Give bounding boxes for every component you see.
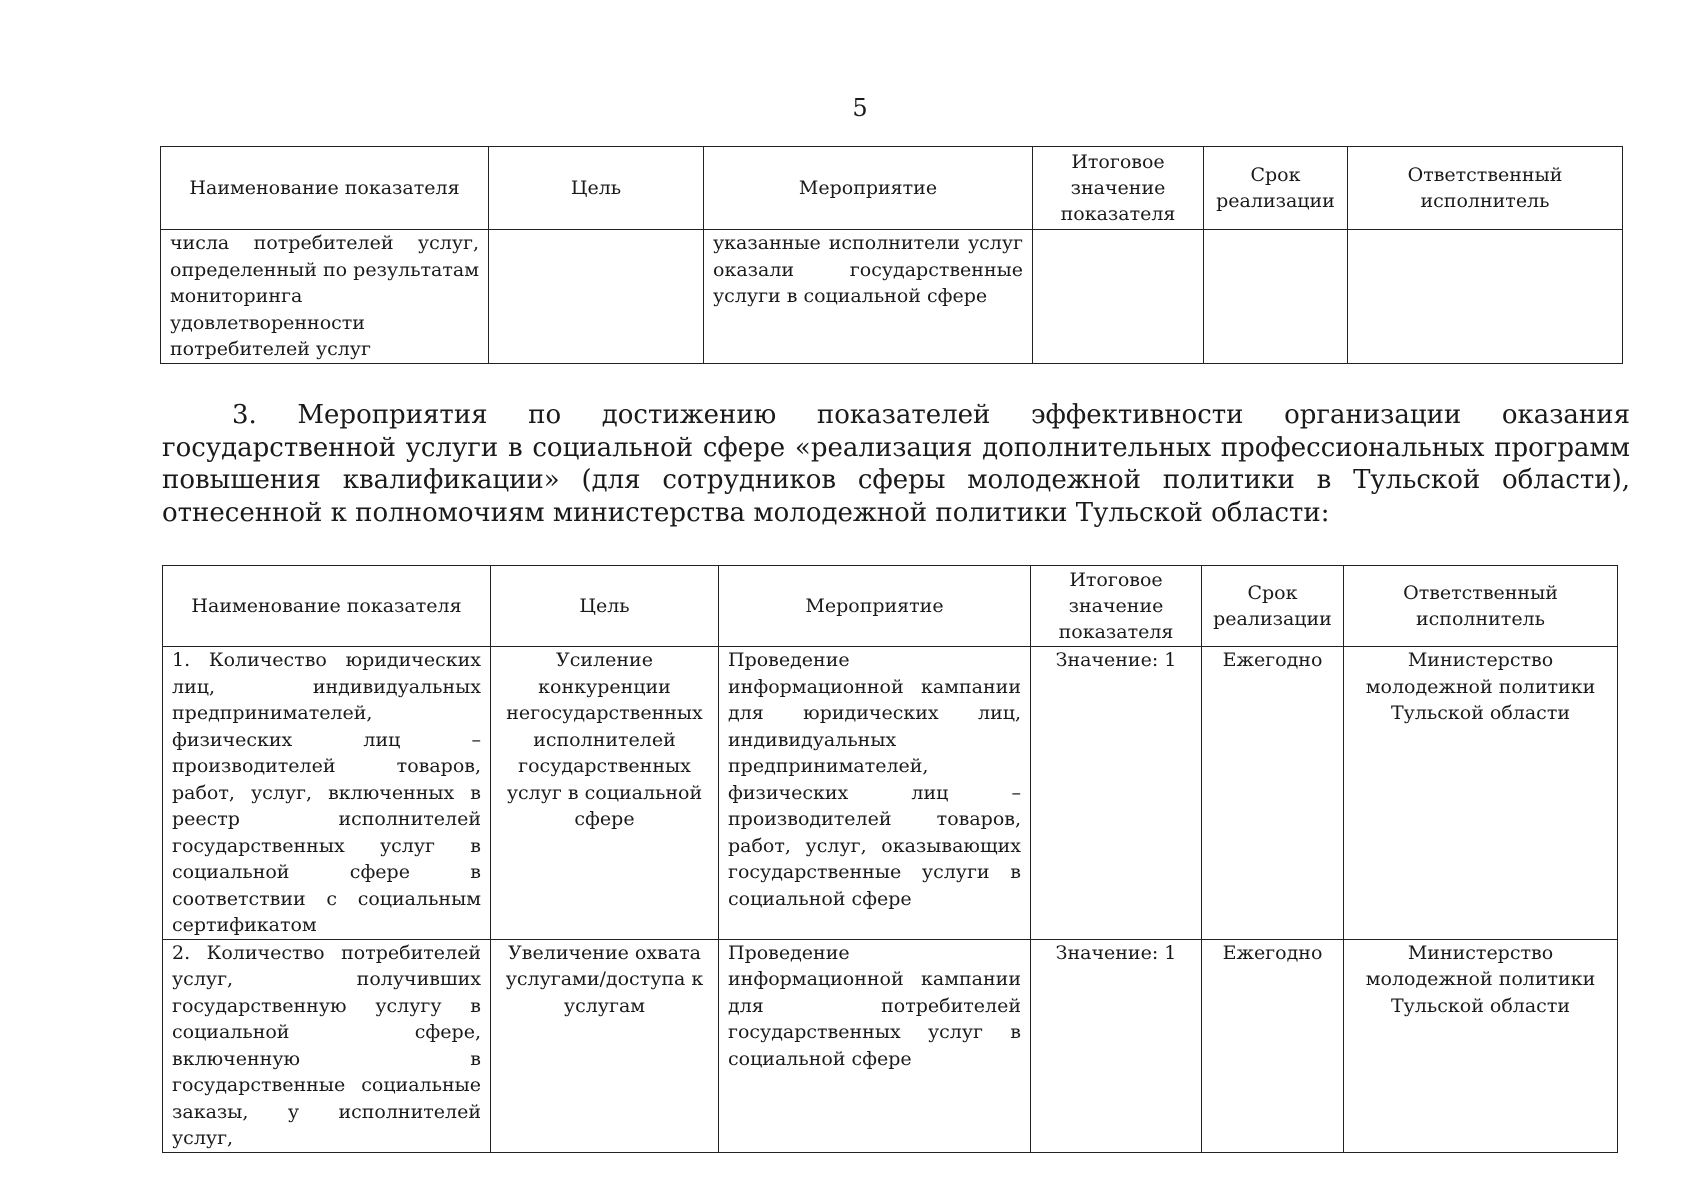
cell-goal	[489, 230, 704, 364]
table-header-row	[161, 147, 1623, 230]
cell-final-value: Значение: 1	[1031, 647, 1202, 940]
cell-term: Ежегодно	[1202, 939, 1344, 1152]
header-indicator: Наименование показателя	[163, 566, 491, 647]
header-term: Срок реализации	[1202, 566, 1344, 647]
cell-indicator: числа потребителей услуг, определенный по результатам мониторинга удовлетворенности потребителей услуг	[161, 230, 489, 364]
table-row	[163, 939, 1618, 1152]
cell-goal: Усиление конкуренции негосударственных исполнителей государственных услуг в социальной сфере	[491, 647, 719, 940]
header-goal: Цель	[491, 566, 719, 647]
cell-indicator: 2. Количество потребителей услуг, получивших государственную услугу в социальной сфере, включенную в государственные социальные заказы, у исполнителей услуг,	[163, 939, 491, 1152]
header-executor: Ответственный исполнитель	[1344, 566, 1618, 647]
cell-term	[1204, 230, 1348, 364]
header-executor: Ответственный исполнитель	[1348, 147, 1623, 230]
table-header-row	[163, 566, 1618, 647]
header-measure: Мероприятие	[704, 147, 1033, 230]
page-number: 5	[852, 94, 868, 122]
cell-executor: Министерство молодежной политики Тульской области	[1344, 647, 1618, 940]
indicators-table-section-3	[162, 565, 1618, 1153]
cell-executor: Министерство молодежной политики Тульской области	[1344, 939, 1618, 1152]
header-final-value: Итоговое значение показателя	[1033, 147, 1204, 230]
cell-measure: указанные исполнители услуг оказали государственные услуги в социальной сфере	[704, 230, 1033, 364]
cell-final-value	[1033, 230, 1204, 364]
cell-measure: Проведение информационной кампании для юридических лиц, индивидуальных предпринимателей, физических лиц – производителей товаров, работ, услуг, оказывающих государственные услуги в социальной сфере	[719, 647, 1031, 940]
cell-final-value: Значение: 1	[1031, 939, 1202, 1152]
cell-goal: Увеличение охвата услугами/доступа к услугам	[491, 939, 719, 1152]
header-term: Срок реализации	[1204, 147, 1348, 230]
cell-indicator: 1. Количество юридических лиц, индивидуальных предпринимателей, физических лиц – производителей товаров, работ, услуг, включенных в реестр исполнителей государственных услуг в социальной сфере в соответствии с социальным сертификатом	[163, 647, 491, 940]
header-final-value: Итоговое значение показателя	[1031, 566, 1202, 647]
table-row	[163, 647, 1618, 940]
cell-term: Ежегодно	[1202, 647, 1344, 940]
cell-executor	[1348, 230, 1623, 364]
header-measure: Мероприятие	[719, 566, 1031, 647]
header-indicator: Наименование показателя	[161, 147, 489, 230]
section-heading: 3. Мероприятия по достижению показателей эффективности организации оказания государственной услуги в социальной сфере «реализация дополнительных профессиональных программ повышения квалификации» (для сотрудников сферы молодежной политики в Тульской области), отнесенной к полномочиям министерства молодежной политики Тульской области:	[162, 400, 1630, 528]
cell-measure: Проведение информационной кампании для потребителей государственных услуг в социальной сфере	[719, 939, 1031, 1152]
table-row	[161, 230, 1623, 364]
header-goal: Цель	[489, 147, 704, 230]
indicators-table-continued	[160, 146, 1623, 364]
